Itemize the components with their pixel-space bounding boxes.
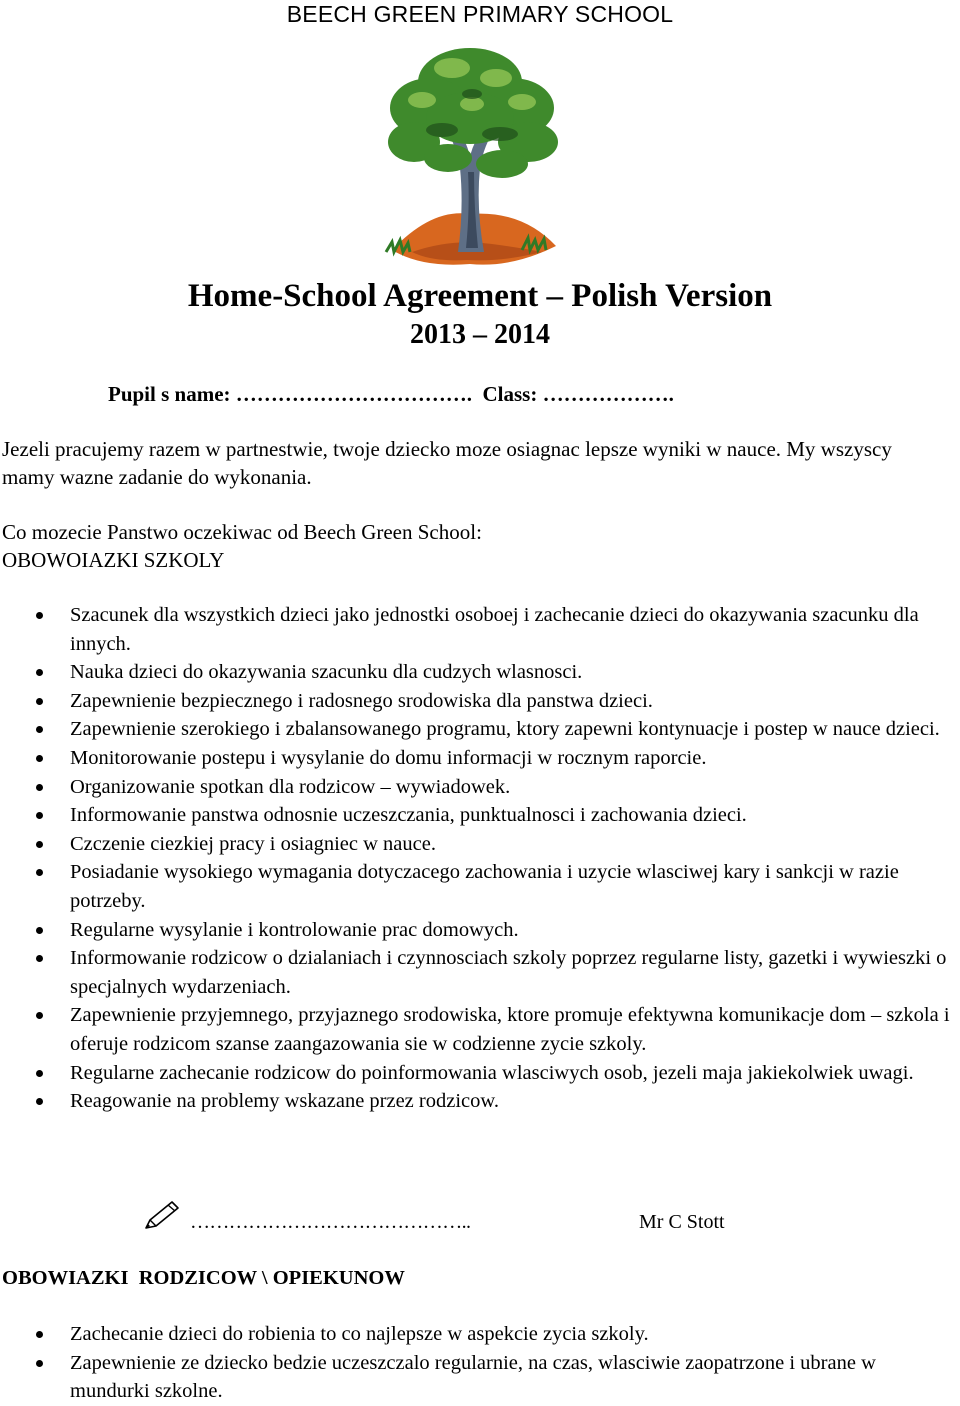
page-title: Home-School Agreement – Polish Version: [187, 278, 773, 314]
list-item: Zapewnienie bezpiecznego i radosnego srodowiska dla panstwa dzieci.: [0, 687, 960, 716]
list-item: Zapewnienie szerokiego i zbalansowanego programu, ktory zapewni kontynuacje i postep w nauce dzieci.: [0, 715, 960, 744]
list-item: Posiadanie wysokiego wymagania dotyczacego zachowania i uzycie wlasciwej kary i sankcji w razie potrzeby.: [0, 858, 960, 915]
list-item: Organizowanie spotkan dla rodzicow – wywiadowek.: [0, 773, 960, 802]
expectations-line: Co mozecie Panstwo oczekiwac od Beech Green School:: [2, 520, 482, 544]
list-item: Czczenie ciezkiej pracy i osiagniec w nauce.: [0, 830, 960, 859]
list-item: Reagowanie na problemy wskazane przez rodzicow.: [0, 1087, 960, 1116]
list-item: Regularne wysylanie i kontrolowanie prac domowych.: [0, 916, 960, 945]
tree-logo-icon: [372, 38, 568, 270]
list-item: Informowanie rodzicow o dzialaniach i czynnosciach szkoly poprzez regularne listy, gazetki i wywieszki o specjalnych wydarzeniach.: [0, 944, 960, 1001]
school-year: 2013 – 2014: [410, 319, 550, 350]
signature-line: ……………………………………..: [190, 1211, 471, 1233]
list-item: Zachecanie dzieci do robienia to co najlepsze w aspekcie zycia szkoly.: [0, 1320, 960, 1349]
parent-duties-list: [0, 1320, 960, 1406]
intro-paragraph: Jezeli pracujemy razem w partnestwie, twoje dziecko moze osiagnac lepsze wyniki w nauce. My wszyscy mamy wazne zadanie do wykonania.: [2, 437, 892, 489]
school-duties-list: [0, 601, 960, 1116]
pupil-name-class-line: Pupil s name: ……………………………. Class: ……………….: [108, 382, 674, 406]
list-item: Zapewnienie ze dziecko bedzie uczeszczalo regularnie, na czas, wlasciwie zaopatrzone i ubrane w mundurki szkolne.: [0, 1349, 960, 1406]
signatory-name: Mr C Stott: [639, 1211, 725, 1233]
list-item: Nauka dzieci do okazywania szacunku dla cudzych wlasnosci.: [0, 658, 960, 687]
list-item: Zapewnienie przyjemnego, przyjaznego srodowiska, ktore promuje efektywna komunikacje dom – szkola i oferuje rodzicom szanse zaangazowania sie w codzienne zycie szkoly.: [0, 1001, 960, 1058]
list-item: Informowanie panstwa odnosnie uczeszczania, punktualnosci i zachowania dzieci.: [0, 801, 960, 830]
school-name: BEECH GREEN PRIMARY SCHOOL: [286, 1, 674, 27]
list-item: Regularne zachecanie rodzicow do poinformowania wlasciwych osob, jezeli maja jakiekolwiek uwagi.: [0, 1059, 960, 1088]
pencil-icon: [140, 1200, 180, 1232]
parent-duties-heading: OBOWIAZKI RODZICOW \ OPIEKUNOW: [2, 1267, 405, 1289]
school-duties-heading: OBOWOIAZKI SZKOLY: [2, 548, 225, 572]
list-item: Szacunek dla wszystkich dzieci jako jednostki osoboej i zachecanie dzieci do okazywania szacunku dla innych.: [0, 601, 960, 658]
list-item: Monitorowanie postepu i wysylanie do domu informacji w rocznym raporcie.: [0, 744, 960, 773]
